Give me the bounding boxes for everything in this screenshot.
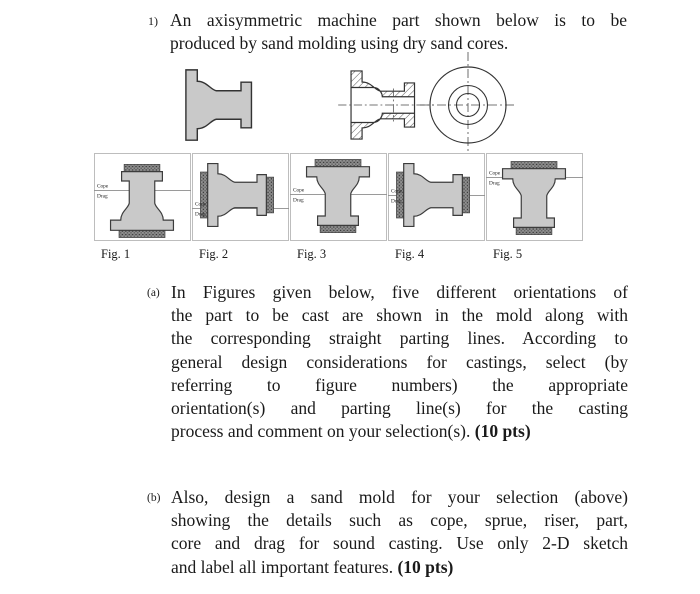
mold-orientation-figures [94, 153, 583, 241]
caption-fig-5: Fig. 5 [493, 247, 523, 261]
part-a-marker: (a) [147, 287, 160, 299]
part-a-line: the corresponding straight parting lines. According to [171, 328, 628, 349]
part-b-line: core and drag for sound casting. Use only 2-D sketch [171, 533, 628, 554]
part-a-line: the part to be cast are shown in the mold along with [171, 305, 628, 326]
part-a-line: general design considerations for castings, select (by [171, 351, 628, 372]
part-b-last-line [171, 556, 628, 579]
end-view-drawing [420, 52, 516, 156]
drag-label: Drag [391, 198, 402, 205]
cope-label: Cope [391, 188, 403, 195]
mold-figure-2 [192, 153, 289, 241]
question-part-a [147, 281, 628, 443]
part-a-last-text: process and comment on your selection(s). [171, 421, 475, 442]
part-drawings [0, 48, 700, 158]
mold-figure-1 [94, 153, 191, 241]
drag-label: Drag [293, 197, 304, 204]
drag-label: Drag [97, 193, 108, 200]
question-title-line1: An axisymmetric machine part shown below is to be [170, 10, 627, 30]
mold-figure-4 [388, 153, 485, 241]
section-view-drawing [338, 71, 434, 139]
question-title-line2: produced by sand molding using dry sand cores. [170, 32, 509, 53]
part-b-points: (10 pts) [397, 556, 454, 577]
part-b-line: Also, design a sand mold for your selection (above) [171, 487, 628, 507]
part-b-line: showing the details such as cope, sprue, riser, part, [171, 510, 628, 531]
side-view-drawing [186, 70, 252, 140]
part-b-last-text: and label all important features. [171, 556, 398, 577]
cope-label: Cope [293, 187, 305, 194]
drag-label: Drag [489, 180, 500, 187]
drag-label: Drag [195, 211, 206, 218]
caption-fig-3: Fig. 3 [297, 247, 327, 261]
part-a-line: referring to figure numbers) the appropriate [171, 374, 628, 395]
mold-figure-5 [486, 153, 583, 241]
question-title [148, 9, 627, 54]
part-b-marker: (b) [147, 492, 161, 504]
question-number: 1) [148, 14, 158, 28]
figure-captions [94, 247, 583, 262]
part-a-last-line [171, 420, 628, 443]
question-part-b [147, 486, 628, 579]
caption-fig-2: Fig. 2 [199, 247, 229, 261]
cope-label: Cope [195, 201, 207, 208]
part-a-line: In Figures given below, five different orientations of [171, 282, 628, 302]
mold-figure-3 [290, 153, 387, 241]
part-a-points: (10 pts) [474, 421, 531, 442]
caption-fig-1: Fig. 1 [101, 247, 131, 261]
caption-fig-4: Fig. 4 [395, 247, 425, 261]
part-a-line: orientation(s) and parting line(s) for the casting [171, 398, 628, 419]
cope-label: Cope [489, 170, 501, 177]
cope-label: Cope [97, 183, 109, 190]
